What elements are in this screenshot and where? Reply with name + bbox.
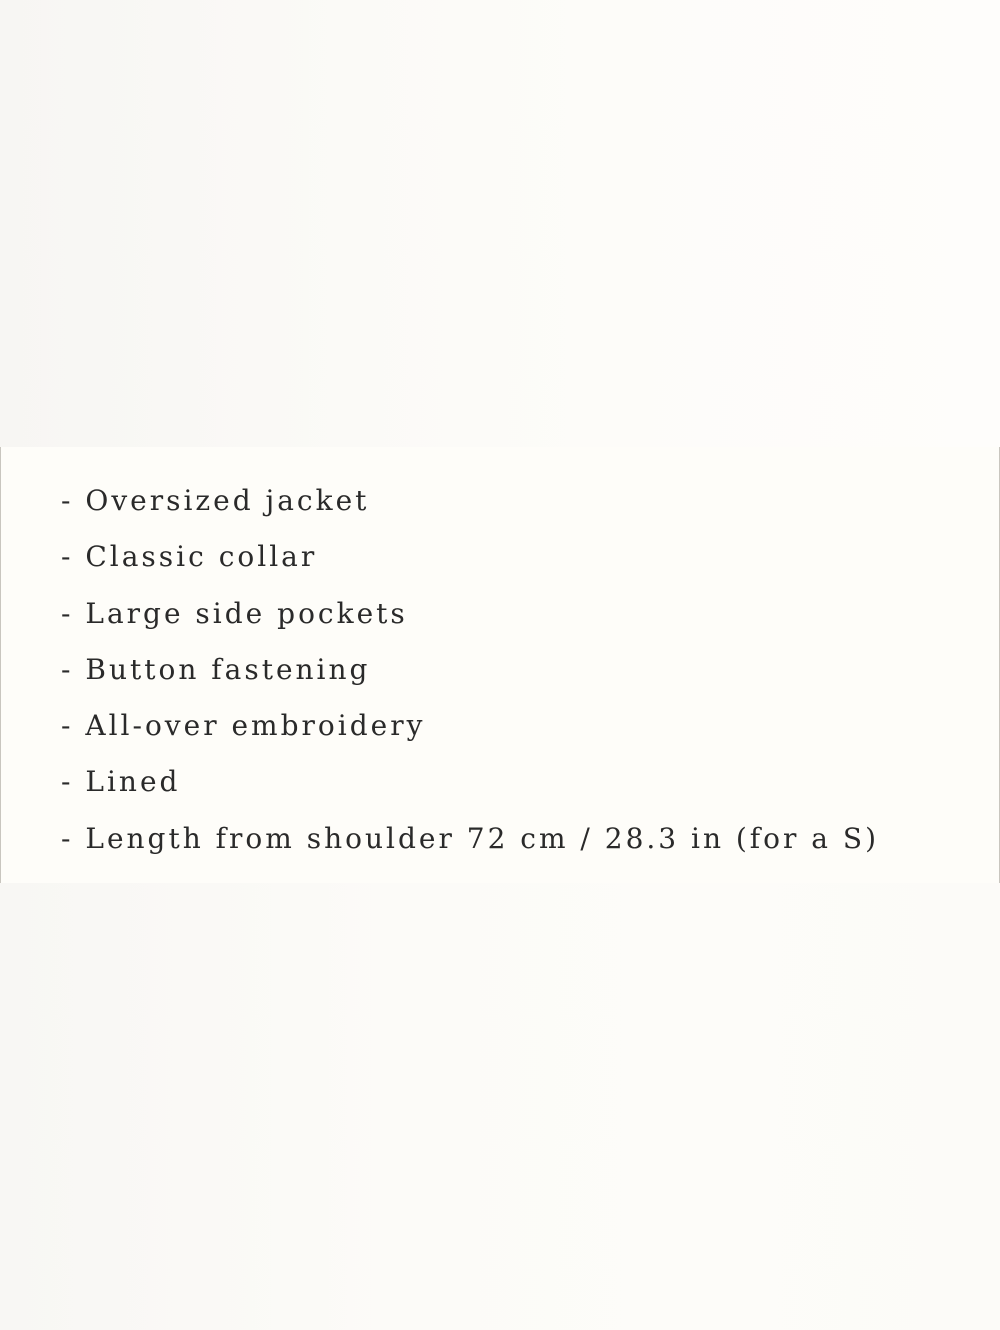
feature-item-embroidery: - All-over embroidery (61, 709, 426, 743)
bottom-background (0, 883, 1000, 1330)
feature-item-length: - Length from shoulder 72 cm / 28.3 in (for a S) (61, 821, 880, 855)
top-background (0, 0, 1000, 447)
feature-item-collar: - Classic collar (61, 540, 318, 574)
description-panel (0, 447, 1000, 883)
feature-item-fastening: - Button fastening (61, 652, 371, 686)
feature-item-oversized: - Oversized jacket (61, 484, 370, 517)
feature-item-pockets: - Large side pockets (61, 596, 408, 630)
feature-item-lined: - Lined (61, 765, 181, 799)
feature-list (61, 479, 879, 873)
